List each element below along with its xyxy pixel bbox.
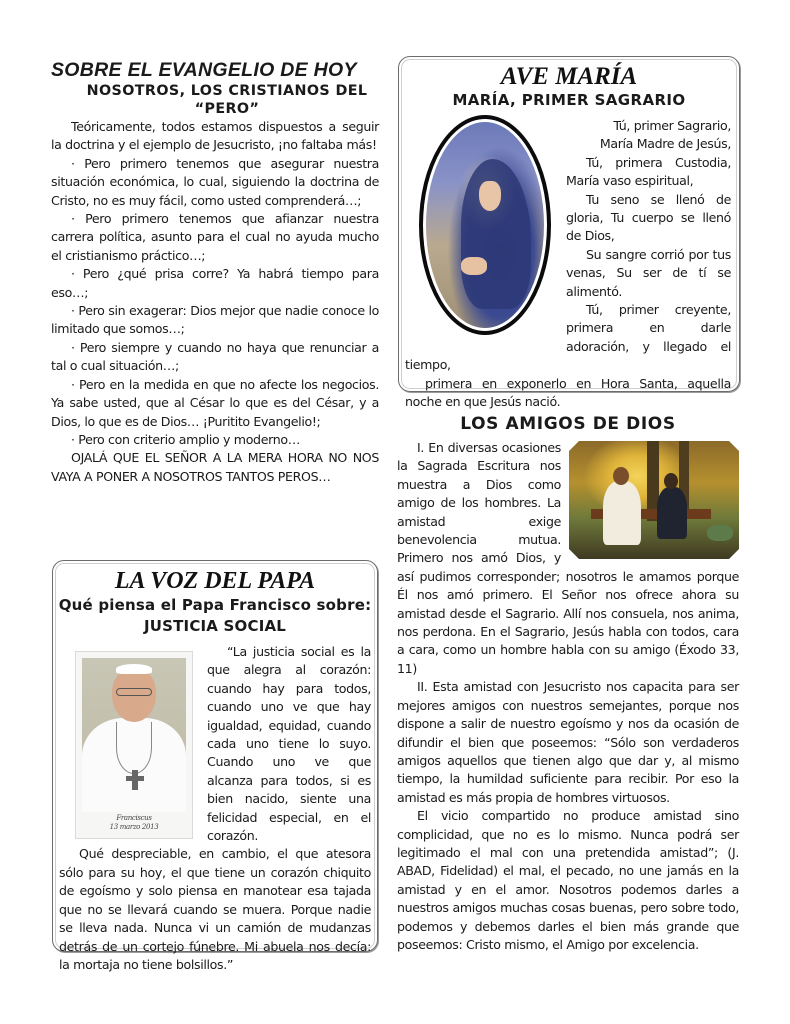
paragraph: · Pero primero tenemos que asegurar nuestra situación económica, lo cual, siguiendo la doctrina de Cristo, no es muy fácil, como usted comprenderá…; <box>51 155 379 208</box>
paragraph: · Pero siempre y cuando no haya que renunciar a tal o cual situación…; <box>51 339 379 374</box>
article-title: MARÍA, PRIMER SAGRARIO <box>452 91 686 109</box>
paragraph: · Pero primero tenemos que afianzar nuestra carrera política, asunto para el cual no ayuda mucho el cristianismo práctico…; <box>51 211 379 263</box>
section-title: SOBRE EL EVANGELIO DE HOY <box>51 59 357 81</box>
signature-date: 13 marzo 2013 <box>109 823 159 831</box>
paragraph: · Pero ¿qué prisa corre? Ya habrá tiempo para eso…; <box>51 266 379 300</box>
closing-paragraph: OJALÁ QUE EL SEÑOR A LA MERA HORA NO NOS VAYA A PONER A NOSOTROS TANTOS PEROS… <box>51 450 379 484</box>
article-body <box>397 439 739 954</box>
paragraph: Su sangre corrió por tus venas, Su ser de tí se alimentó. <box>566 246 731 299</box>
paragraph: · Pero sin exagerar: Dios mejor que nadie conoce lo limitado que somos…; <box>51 303 379 337</box>
pope-portrait-image-icon <box>75 651 193 839</box>
paragraph: Tú, primera Custodia, María vaso espiritual, <box>566 154 731 189</box>
signature-name: Franciscus <box>116 814 152 822</box>
poem-body <box>405 117 731 412</box>
quote-paragraph: Qué despreciable, en cambio, el que atesora sólo para su hoy, el que tiene un corazón chiquito de egoísmo y solo piensa en manotear esa tajada que no se llevará cuando se muera. Porque nadie se lleva nada. Nunca vi un camión de mudanzas detrás de un cortejo fúnebre. Mi abuela nos decía: la mortaja no tiene bolsillos.” <box>59 846 371 972</box>
paragraph: Teóricamente, todos estamos dispuestos a seguir la doctrina y el ejemplo de Jesucristo, ¡no faltaba más! <box>51 119 379 153</box>
paragraph: Tu seno se llenó de gloria, Tu cuerpo se llenó de Dios, <box>566 191 731 244</box>
voz-del-papa-box <box>52 560 378 972</box>
article-body <box>51 118 379 486</box>
section-title: AVE MARÍA <box>500 63 638 90</box>
paragraph: I. En diversas ocasiones la Sagrada Escritura nos muestra a Dios como amigo de los hombres. La amistad exige benevolencia mutua. Primero nos amó Dios, y así pudimos corresponder; nosotros le amamos porque Él nos amó primero. El Señor nos ofrece ahora su amistad desde el Sagrario. Allí nos consuela, nos anima, nos perdona. En el Sagrario, Jesús habla con todos, cara a cara, como un hombre habla con su amigo (Éxodo 33, 11) <box>397 440 739 676</box>
amigos-de-dios-section <box>397 415 739 954</box>
article-subtitle: Qué piensa el Papa Francisco sobre: <box>58 596 372 614</box>
paragraph: primera en exponerlo en Hora Santa, aquella noche en que Jesús nació. <box>405 375 731 410</box>
evangelio-section <box>51 58 379 486</box>
paragraph: · Pero en la medida en que no afecte los negocios. Ya sabe usted, que al César lo que es del César, y a Dios, lo que es de Dios… ¡Puritito Evangelio!; <box>51 376 379 429</box>
jesus-with-friend-image-icon <box>569 441 739 559</box>
quote-paragraph: “La justicia social es la que alegra al corazón: cuando hay para todos, cuando uno ve que hay igualdad, equidad, cuando cada uno tiene lo suyo. Cuando uno ve que alcanza para todos, si es bien nacido, siente una felicidad especial, en el corazón. <box>207 644 371 844</box>
paragraph: El vicio compartido no produce amistad sino complicidad, que no es lo mismo. Nunca podrá ser legitimado el mal con una pretendida amistad”; (J. ABAD, Fidelidad) el mal, el pecado, no une jamás en la amistad y en el amor. Nosotros podemos darles a nuestros amigos muchas cosas buenas, pero sobre todo, podemos y debemos darles el bien más grande que poseemos: Cristo mismo, el Amigo por excelencia. <box>397 808 739 952</box>
section-title: LA VOZ DEL PAPA <box>114 568 316 594</box>
article-title: LOS AMIGOS DE DIOS <box>460 414 676 434</box>
ave-maria-box <box>398 56 740 410</box>
paragraph: II. Esta amistad con Jesucristo nos capacita para ser mejores amigos con nuestros semejantes, porque nos dispone a salir de nuestro egoísmo y nos da ocasión de difundir el bien que poseemos: “Sólo son verdaderos amigos aquellos que tienen algo que dar y, al mismo tiempo, la humildad suficiente para recibir. Por eso la amistad es más propia de hombres virtuosos. <box>397 679 739 805</box>
paragraph: Tú, primer creyente, primera en darle adoración, y llegado el tiempo, <box>405 302 731 373</box>
article-topic: JUSTICIA SOCIAL <box>143 617 287 635</box>
paragraph: · Pero con criterio amplio y moderno… <box>71 431 300 447</box>
article-title: NOSOTROS, LOS CRISTIANOS DEL “PERO” <box>86 83 368 117</box>
paragraph: Tú, primer Sagrario, María Madre de Jesús, <box>599 118 731 152</box>
article-body <box>53 643 377 974</box>
